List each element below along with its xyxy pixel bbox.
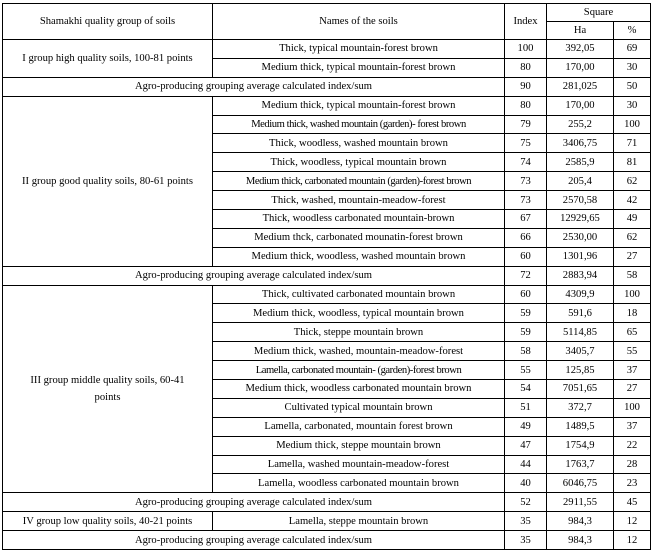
soil-name: Medium thick, carbonated mountain (garden)-forest brown	[213, 172, 505, 191]
group-label: IV group low quality soils, 40-21 points	[3, 512, 213, 531]
index-value: 47	[505, 436, 547, 455]
ha-value: 3405,7	[547, 342, 614, 361]
pct-value: 27	[614, 247, 651, 266]
index-value: 49	[505, 417, 547, 436]
ha-value: 125,85	[547, 361, 614, 380]
index-value: 66	[505, 228, 547, 247]
ha-value: 372,7	[547, 398, 614, 417]
summary-row	[3, 77, 651, 96]
soil-name: Medium thick, washed, mountain-meadow-forest	[213, 342, 505, 361]
index-value: 54	[505, 380, 547, 399]
pct-value: 81	[614, 153, 651, 172]
ha-value: 1489,5	[547, 417, 614, 436]
ha-value: 5114,85	[547, 323, 614, 342]
summary-label: Agro-producing grouping average calculated index/sum	[3, 531, 505, 550]
ha-value: 1301,96	[547, 247, 614, 266]
index-value: 80	[505, 58, 547, 77]
pct-value: 27	[614, 380, 651, 399]
index-value: 73	[505, 191, 547, 210]
header-row	[3, 4, 651, 22]
pct-value: 12	[614, 512, 651, 531]
summary-label: Agro-producing grouping average calculated index/sum	[3, 77, 505, 96]
pct-value: 65	[614, 323, 651, 342]
soil-name: Thick, steppe mountain brown	[213, 323, 505, 342]
ha-value: 392,05	[547, 40, 614, 59]
group-label: III group middle quality soils, 60-41 points	[3, 285, 213, 493]
header-names: Names of the soils	[213, 4, 505, 40]
ha-value: 255,2	[547, 115, 614, 134]
ha-value: 1754,9	[547, 436, 614, 455]
soil-name: Medium thick, woodless, typical mountain brown	[213, 304, 505, 323]
soil-name: Medium thick, typical mountain-forest brown	[213, 96, 505, 115]
pct-value: 30	[614, 96, 651, 115]
soil-name: Thick, typical mountain-forest brown	[213, 40, 505, 59]
soil-name: Cultivated typical mountain brown	[213, 398, 505, 417]
ha-value: 2570,58	[547, 191, 614, 210]
pct-value: 37	[614, 361, 651, 380]
summary-index: 52	[505, 493, 547, 512]
index-value: 100	[505, 40, 547, 59]
soil-name: Medium thck, carbonated mounatin-forest brown	[213, 228, 505, 247]
soil-name: Lamella, carbonated, mountain forest brown	[213, 417, 505, 436]
summary-row	[3, 266, 651, 285]
soil-name: Medium thick, woodless carbonated mountain brown	[213, 380, 505, 399]
index-value: 51	[505, 398, 547, 417]
soil-name: Lamella, carbonated mountain- (garden)-forest brown	[213, 361, 505, 380]
soil-name: Thick, cultivated carbonated mountain brown	[213, 285, 505, 304]
index-value: 44	[505, 455, 547, 474]
ha-value: 4309,9	[547, 285, 614, 304]
pct-value: 28	[614, 455, 651, 474]
header-group: Shamakhi quality group of soils	[3, 4, 213, 40]
index-value: 59	[505, 323, 547, 342]
soil-name: Lamella, steppe mountain brown	[213, 512, 505, 531]
ha-value: 205,4	[547, 172, 614, 191]
ha-value: 3406,75	[547, 134, 614, 153]
summary-index: 35	[505, 531, 547, 550]
ha-value: 6046,75	[547, 474, 614, 493]
index-value: 58	[505, 342, 547, 361]
soil-name: Medium thick, woodless, washed mountain brown	[213, 247, 505, 266]
header-square: Square	[547, 4, 651, 22]
ha-value: 12929,65	[547, 210, 614, 229]
summary-row	[3, 493, 651, 512]
pct-value: 100	[614, 115, 651, 134]
table-row	[3, 285, 651, 304]
pct-value: 71	[614, 134, 651, 153]
summary-pct: 45	[614, 493, 651, 512]
soil-name: Medium thick, washed mountain (garden)- forest brown	[213, 115, 505, 134]
pct-value: 100	[614, 398, 651, 417]
summary-ha: 2883,94	[547, 266, 614, 285]
index-value: 55	[505, 361, 547, 380]
index-value: 79	[505, 115, 547, 134]
header-pct: %	[614, 22, 651, 40]
header-ha: Ha	[547, 22, 614, 40]
soil-name: Medium thick, typical mountain-forest brown	[213, 58, 505, 77]
summary-ha: 984,3	[547, 531, 614, 550]
table-row	[3, 96, 651, 115]
summary-index: 90	[505, 77, 547, 96]
ha-value: 984,3	[547, 512, 614, 531]
pct-value: 62	[614, 172, 651, 191]
index-value: 73	[505, 172, 547, 191]
soil-name: Thick, woodless, washed mountain brown	[213, 134, 505, 153]
ha-value: 7051,65	[547, 380, 614, 399]
index-value: 59	[505, 304, 547, 323]
pct-value: 100	[614, 285, 651, 304]
ha-value: 170,00	[547, 58, 614, 77]
soil-name: Lamella, washed mountain-meadow-forest	[213, 455, 505, 474]
soil-name: Thick, washed, mountain-meadow-forest	[213, 191, 505, 210]
soil-name: Lamella, woodless carbonated mountain brown	[213, 474, 505, 493]
pct-value: 23	[614, 474, 651, 493]
index-value: 35	[505, 512, 547, 531]
soil-name: Thick, woodless, typical mountain brown	[213, 153, 505, 172]
summary-ha: 2911,55	[547, 493, 614, 512]
pct-value: 22	[614, 436, 651, 455]
soil-quality-table	[2, 3, 651, 550]
table-row	[3, 512, 651, 531]
soil-name: Thick, woodless carbonated mountain-brown	[213, 210, 505, 229]
pct-value: 30	[614, 58, 651, 77]
pct-value: 42	[614, 191, 651, 210]
summary-pct: 12	[614, 531, 651, 550]
pct-value: 69	[614, 40, 651, 59]
pct-value: 55	[614, 342, 651, 361]
table-body	[3, 4, 651, 550]
summary-pct: 50	[614, 77, 651, 96]
pct-value: 49	[614, 210, 651, 229]
index-value: 60	[505, 285, 547, 304]
ha-value: 1763,7	[547, 455, 614, 474]
summary-ha: 281,025	[547, 77, 614, 96]
table-row	[3, 40, 651, 59]
header-index: Index	[505, 4, 547, 40]
summary-label: Agro-producing grouping average calculated index/sum	[3, 493, 505, 512]
index-value: 75	[505, 134, 547, 153]
ha-value: 591,6	[547, 304, 614, 323]
soil-name: Medium thick, steppe mountain brown	[213, 436, 505, 455]
index-value: 74	[505, 153, 547, 172]
index-value: 67	[505, 210, 547, 229]
summary-pct: 58	[614, 266, 651, 285]
summary-label: Agro-producing grouping average calculated index/sum	[3, 266, 505, 285]
pct-value: 62	[614, 228, 651, 247]
pct-value: 37	[614, 417, 651, 436]
ha-value: 2530,00	[547, 228, 614, 247]
index-value: 80	[505, 96, 547, 115]
pct-value: 18	[614, 304, 651, 323]
summary-index: 72	[505, 266, 547, 285]
group-label: I group high quality soils, 100-81 points	[3, 40, 213, 78]
summary-row	[3, 531, 651, 550]
ha-value: 170,00	[547, 96, 614, 115]
group-label: II group good quality soils, 80-61 points	[3, 96, 213, 266]
index-value: 40	[505, 474, 547, 493]
ha-value: 2585,9	[547, 153, 614, 172]
index-value: 60	[505, 247, 547, 266]
